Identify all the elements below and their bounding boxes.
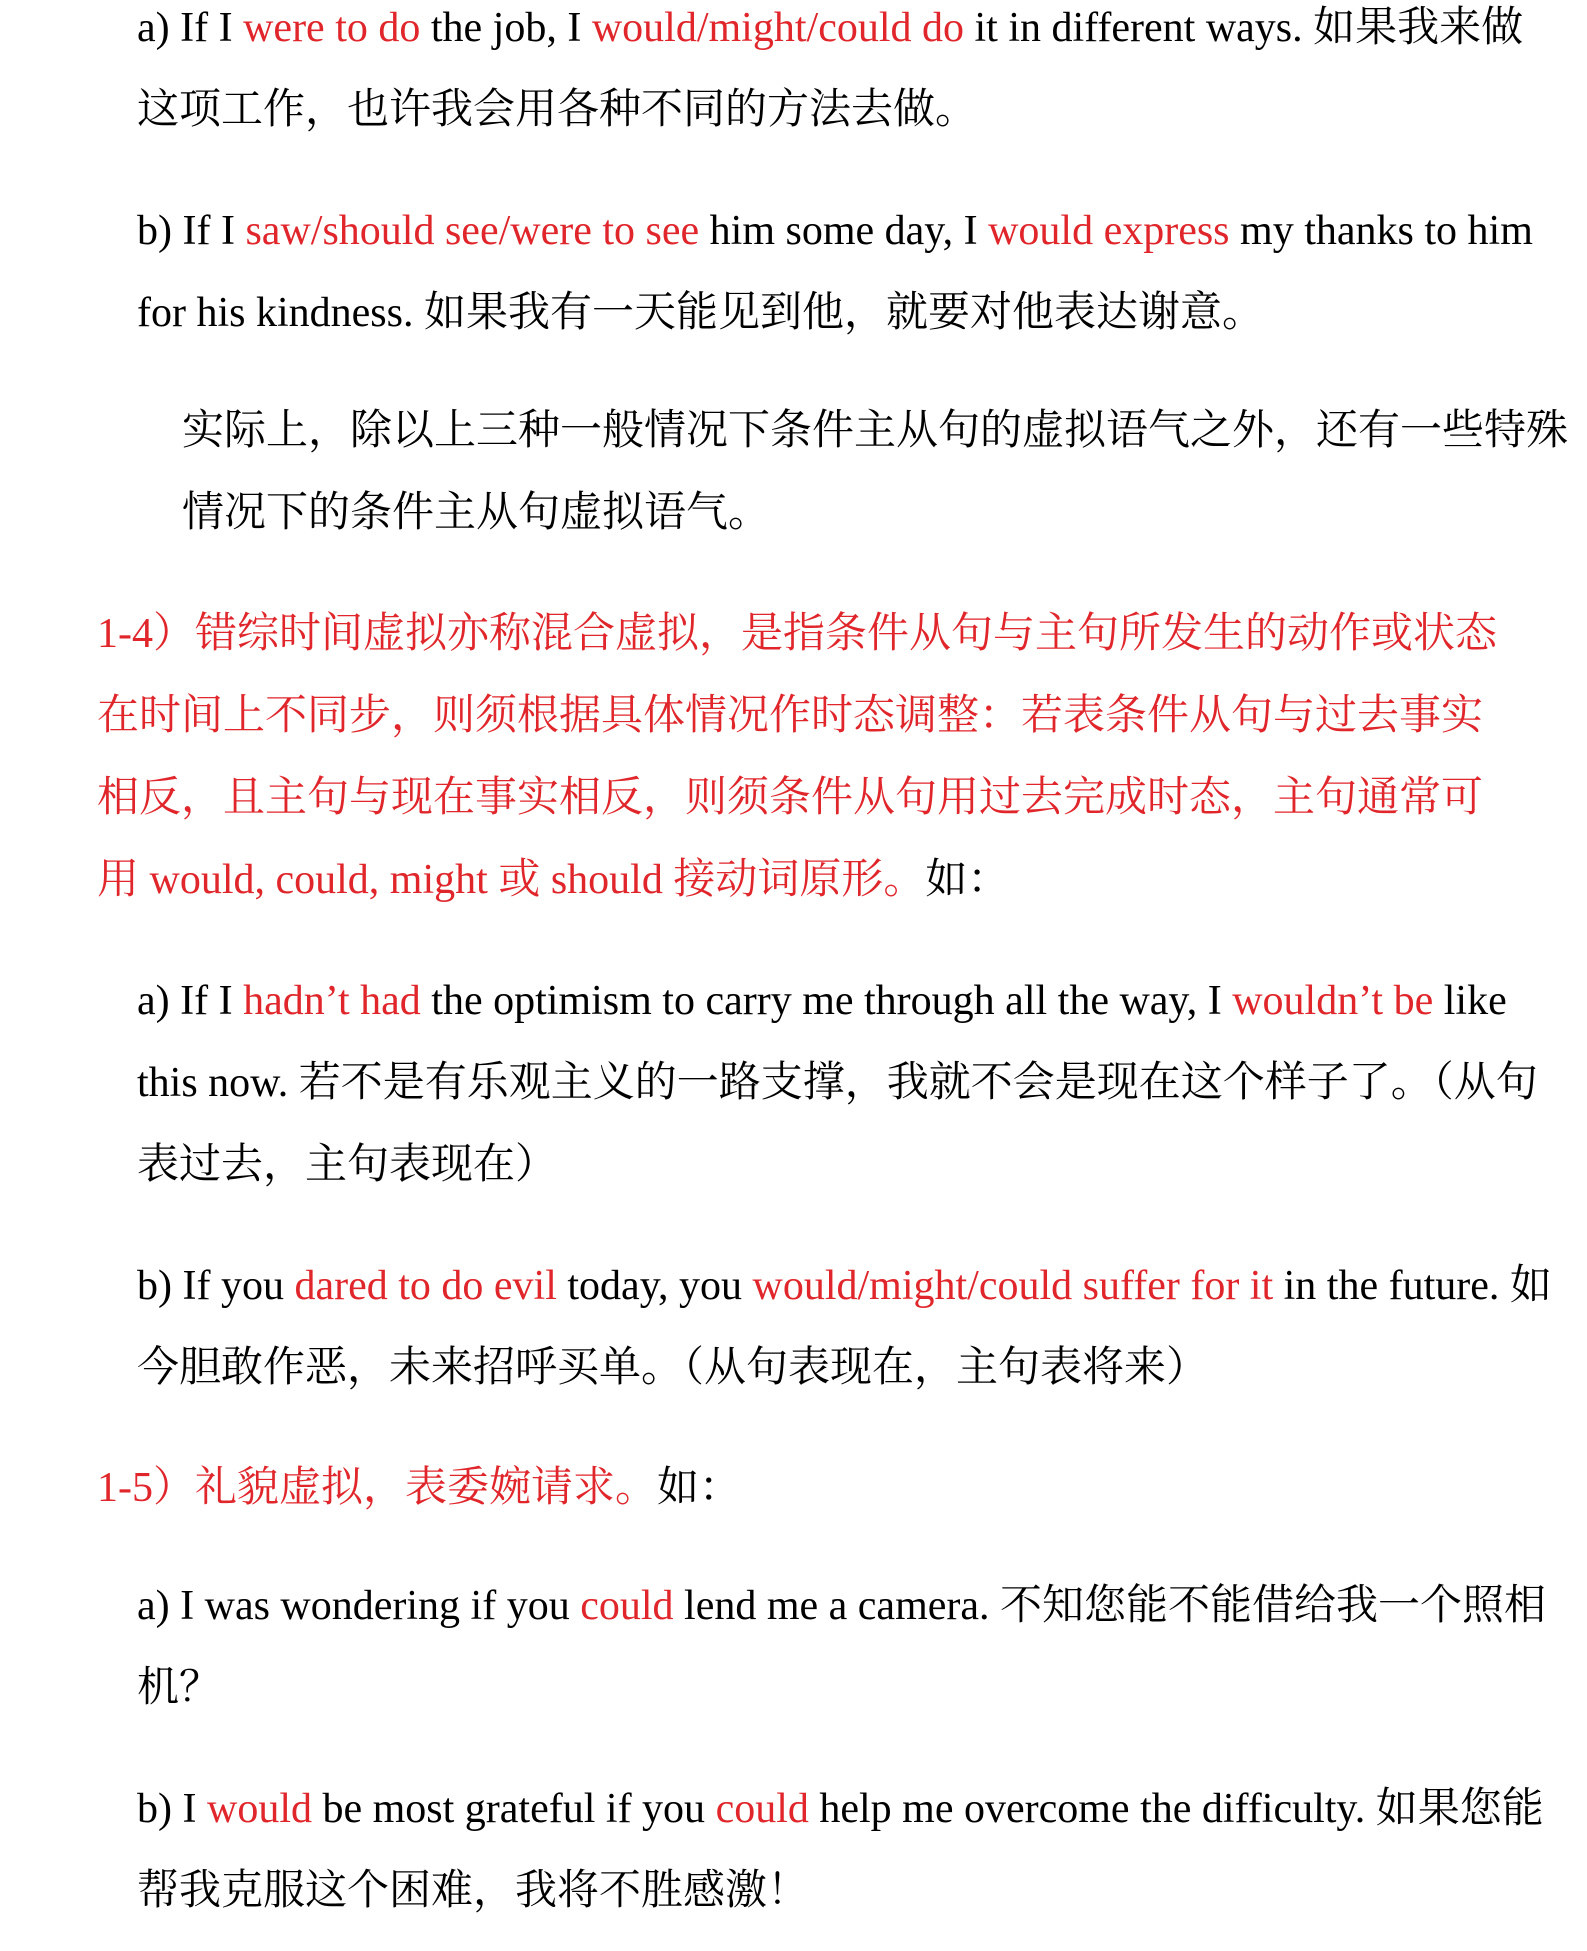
- body-text: 如：: [657, 1465, 742, 1511]
- highlighted-text: would/might/could suffer for it: [752, 1263, 1274, 1309]
- highlighted-text: dared to do evil: [294, 1263, 557, 1309]
- paragraph-ex-a-were-to-do: [97, 0, 1557, 151]
- highlighted-text: could: [580, 1583, 674, 1629]
- body-text: help me overcome the difficulty. 如果您能帮我克服这个困难，我将不胜感激！: [137, 1786, 1544, 1914]
- highlighted-text: hadn’t had: [243, 978, 421, 1024]
- highlighted-text: wouldn’t be: [1232, 978, 1434, 1024]
- body-text: the job, I: [420, 5, 592, 51]
- paragraph-rule-1-5: [97, 1447, 1517, 1529]
- highlighted-text: would: [206, 1786, 312, 1832]
- body-text: a) I was wondering if you: [137, 1583, 581, 1629]
- paragraph-ex-b-dared: [97, 1245, 1557, 1409]
- highlighted-text: were to do: [243, 5, 421, 51]
- body-text: be most grateful if you: [311, 1786, 716, 1832]
- body-text: him some day, I: [699, 208, 989, 254]
- body-text: 如：: [925, 857, 1010, 903]
- highlighted-text: could: [715, 1786, 809, 1832]
- paragraph-ex-b-grateful: [97, 1768, 1557, 1932]
- paragraph-rule-1-4: [97, 593, 1517, 921]
- body-text: today, you: [556, 1263, 753, 1309]
- highlighted-text: would express: [988, 208, 1230, 254]
- body-text: b) I: [137, 1786, 207, 1832]
- body-text: a) If I: [137, 5, 244, 51]
- highlighted-text: saw/should see/were to see: [245, 208, 700, 254]
- highlighted-text: 1-4）错综时间虚拟亦称混合虚拟，是指条件从句与主句所发生的动作或状态在时间上不同步，则须根据具体情况作时态调整：若表条件从句与过去事实相反，且主句与现在事实相反，则须条件从句用过去完成时态，主句通常可用 would, could, might 或 should 接动词原形。: [97, 611, 1497, 903]
- highlighted-text: would/might/could do: [591, 5, 964, 51]
- body-text: a) If I: [137, 978, 244, 1024]
- body-text: it in different ways. 如果我来做这项工作，也许我会用各种不同的方法去做。: [137, 5, 1524, 133]
- body-text: b) If you: [137, 1263, 295, 1309]
- paragraph-ex-b-saw: [97, 190, 1557, 354]
- body-text: the optimism to carry me through all the way, I: [420, 978, 1233, 1024]
- body-text: b) If I: [137, 208, 246, 254]
- paragraph-ex-a-wondering: [97, 1565, 1557, 1729]
- paragraph-ex-a-hadnt-had: [97, 960, 1557, 1206]
- highlighted-text: 1-5）礼貌虚拟，表委婉请求。: [97, 1465, 657, 1511]
- body-text: 实际上，除以上三种一般情况下条件主从句的虚拟语气之外，还有一些特殊情况下的条件主从句虚拟语气。: [182, 408, 1569, 536]
- body-text: in the future. 如今胆敢作恶，未来招呼买单。（从句表现在，主句表将来）: [137, 1263, 1552, 1391]
- body-text: like this now. 若不是有乐观主义的一路支撑，我就不会是现在这个样子了。（从句表过去，主句表现在）: [137, 978, 1538, 1188]
- paragraph-intro-special: [97, 390, 1587, 554]
- body-text: my thanks to him for his kindness. 如果我有一天能见到他，就要对他表达谢意。: [137, 208, 1533, 336]
- body-text: lend me a camera. 不知您能不能借给我一个照相机？: [137, 1583, 1547, 1711]
